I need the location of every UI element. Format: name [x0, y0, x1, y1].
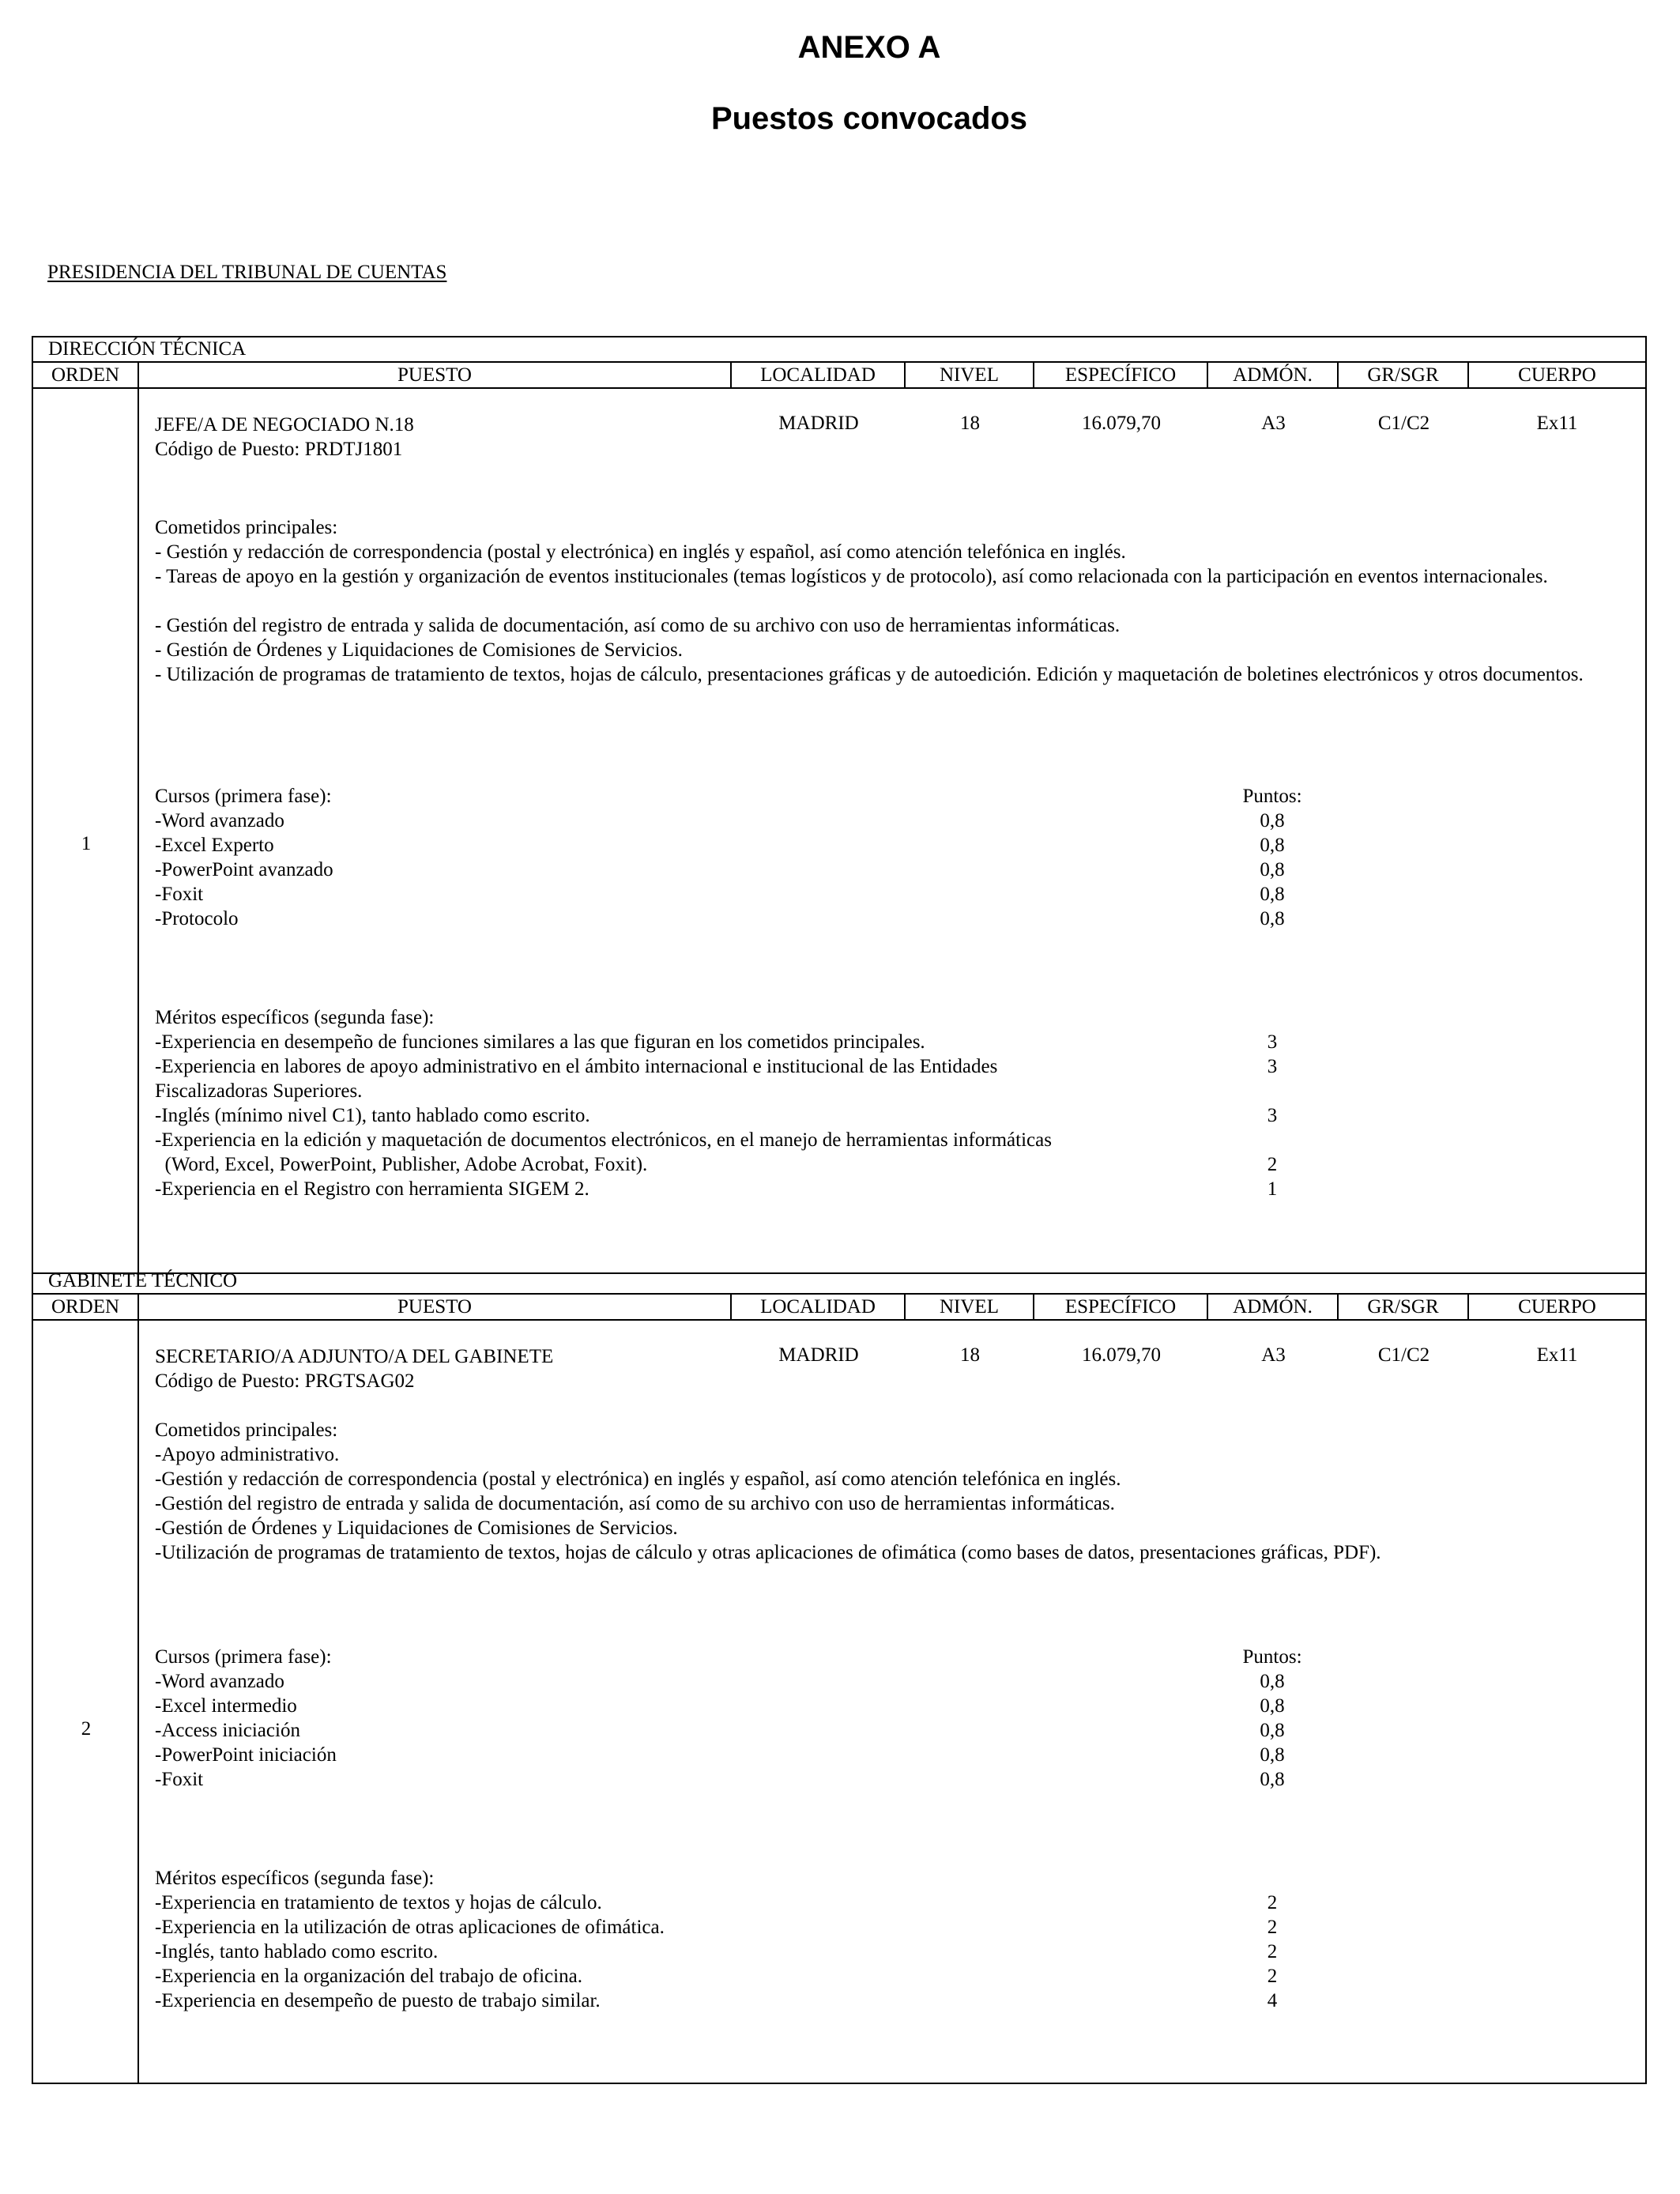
col-puesto: PUESTO [139, 363, 732, 387]
merito-points: 4 [1267, 1990, 1278, 2011]
merito-points: 2 [1267, 1941, 1278, 1962]
merito-item: -Experiencia en desempeño de funciones similares a las que figuran en los cometidos principales. [155, 1031, 925, 1053]
orden-cell [33, 1321, 139, 2083]
cometidos-title: Cometidos principales: [155, 1419, 338, 1441]
meritos-title: Méritos específicos (segunda fase): [155, 1868, 435, 1889]
cometido-item: -Utilización de programas de tratamiento de textos, hojas de cálculo y otras aplicaciones de ofimática (como bases de datos, presentaciones gráficas, PDF). [155, 1542, 1381, 1563]
nivel-value: 18 [960, 1344, 980, 1366]
curso-points: 0,8 [1260, 1671, 1285, 1692]
merito-item: -Experiencia en la organización del trabajo de oficina. [155, 1966, 582, 1987]
cometido-item: -Gestión y redacción de correspondencia (postal y electrónica) en inglés y español, así como atención telefónica en inglés. [155, 1468, 1121, 1490]
cometido-item: -Gestión del registro de entrada y salida de documentación, así como de su archivo con uso de herramientas informáticas. [155, 1493, 1115, 1514]
col-admon: ADMÓN. [1208, 363, 1339, 387]
curso-item: -Foxit [155, 1769, 204, 1790]
col-admon: ADMÓN. [1208, 1295, 1339, 1319]
merito-points: 3 [1267, 1056, 1278, 1077]
page-subtitle: Puestos convocados [710, 101, 1028, 136]
col-puesto: PUESTO [139, 1295, 732, 1319]
annex-title: ANEXO A [797, 30, 941, 65]
cursos-title: Cursos (primera fase): [155, 786, 332, 807]
orden-cell [33, 389, 139, 1272]
col-orden: ORDEN [33, 1295, 139, 1319]
table-row [33, 1321, 1645, 2083]
col-gr-sgr: GR/SGR [1339, 363, 1469, 387]
col-orden: ORDEN [33, 363, 139, 387]
cuerpo-value: Ex11 [1536, 413, 1578, 434]
cometido-item: -Apoyo administrativo. [155, 1444, 340, 1465]
col-nivel: NIVEL [906, 363, 1034, 387]
gr-sgr-value: C1/C2 [1377, 413, 1430, 434]
curso-item: -Word avanzado [155, 1671, 284, 1692]
section-title: GABINETE TÉCNICO [33, 1269, 1645, 1295]
puntos-label: Puntos: [1242, 786, 1302, 807]
merito-points: 1 [1267, 1178, 1278, 1200]
table-row [33, 389, 1645, 1272]
curso-points: 0,8 [1260, 884, 1285, 905]
curso-item: -Excel Experto [155, 835, 274, 856]
merito-points: 3 [1267, 1105, 1278, 1126]
merito-points: 2 [1267, 1892, 1278, 1913]
merito-points: 2 [1267, 1966, 1278, 1987]
curso-item: -PowerPoint avanzado [155, 859, 333, 880]
merito-item: -Experiencia en desempeño de puesto de trabajo similar. [155, 1990, 601, 2011]
col-especifico: ESPECÍFICO [1034, 1295, 1208, 1319]
merito-item: -Inglés, tanto hablado como escrito. [155, 1941, 439, 1962]
merito-item: -Experiencia en la edición y maquetación de documentos electrónicos, en el manejo de herramientas informáticas [155, 1129, 1052, 1151]
col-nivel: NIVEL [906, 1295, 1034, 1319]
cometido-item: -Gestión de Órdenes y Liquidaciones de Comisiones de Servicios. [155, 1517, 678, 1539]
col-cuerpo: CUERPO [1518, 1296, 1596, 1318]
col-localidad: LOCALIDAD [732, 1295, 906, 1319]
puesto-code: Código de Puesto: PRDTJ1801 [155, 439, 403, 460]
organization-heading: PRESIDENCIA DEL TRIBUNAL DE CUENTAS [47, 262, 447, 283]
curso-points: 0,8 [1260, 859, 1285, 880]
merito-item: -Experiencia en el Registro con herramienta SIGEM 2. [155, 1178, 590, 1200]
curso-item: -Word avanzado [155, 810, 284, 831]
cursos-title: Cursos (primera fase): [155, 1646, 332, 1668]
section-direccion-tecnica [32, 336, 1647, 1274]
curso-points: 0,8 [1260, 908, 1285, 929]
cometido-item: - Tareas de apoyo en la gestión y organización de eventos institucionales (temas logísticos y de protocolo), así como relacionada con la participación en eventos internacionales. [155, 566, 1548, 587]
curso-item: -Protocolo [155, 908, 239, 929]
section-gabinete-tecnico [32, 1269, 1647, 2084]
admon-value: A3 [1261, 1344, 1286, 1366]
col-cuerpo: CUERPO [1518, 364, 1596, 386]
orden-number: 1 [81, 833, 92, 854]
table-header [33, 1295, 1645, 1321]
merito-points: 3 [1267, 1031, 1278, 1053]
table-header [33, 363, 1645, 389]
puntos-label: Puntos: [1242, 1646, 1302, 1668]
localidad-value: MADRID [778, 1344, 859, 1366]
curso-item: -PowerPoint iniciación [155, 1744, 337, 1766]
puesto-name: JEFE/A DE NEGOCIADO N.18 [155, 414, 414, 435]
cometido-item: - Gestión del registro de entrada y salida de documentación, así como de su archivo con uso de herramientas informáticas. [155, 615, 1121, 636]
meritos-title: Méritos específicos (segunda fase): [155, 1007, 435, 1028]
curso-points: 0,8 [1260, 1744, 1285, 1766]
localidad-value: MADRID [778, 413, 859, 434]
col-gr-sgr: GR/SGR [1339, 1295, 1469, 1319]
gr-sgr-value: C1/C2 [1377, 1344, 1430, 1366]
merito-item: -Experiencia en la utilización de otras aplicaciones de ofimática. [155, 1917, 665, 1938]
curso-item: -Foxit [155, 884, 204, 905]
cometido-item: - Gestión de Órdenes y Liquidaciones de Comisiones de Servicios. [155, 639, 683, 661]
cometido-item: - Gestión y redacción de correspondencia (postal y electrónica) en inglés y español, así como atención telefónica en inglés. [155, 541, 1126, 563]
curso-points: 0,8 [1260, 1695, 1285, 1717]
merito-item: -Inglés (mínimo nivel C1), tanto hablado como escrito. [155, 1105, 590, 1126]
curso-points: 0,8 [1260, 835, 1285, 856]
curso-item: -Access iniciación [155, 1720, 300, 1741]
col-especifico: ESPECÍFICO [1034, 363, 1208, 387]
especifico-value: 16.079,70 [1082, 1344, 1161, 1366]
puesto-name: SECRETARIO/A ADJUNTO/A DEL GABINETE [155, 1346, 554, 1367]
nivel-value: 18 [960, 413, 980, 434]
curso-points: 0,8 [1260, 1769, 1285, 1790]
especifico-value: 16.079,70 [1082, 413, 1161, 434]
curso-item: -Excel intermedio [155, 1695, 297, 1717]
cometidos-title: Cometidos principales: [155, 517, 338, 538]
section-title: DIRECCIÓN TÉCNICA [33, 337, 1645, 363]
admon-value: A3 [1261, 413, 1286, 434]
merito-points: 2 [1267, 1154, 1278, 1175]
merito-item: Fiscalizadoras Superiores. [155, 1080, 363, 1102]
curso-points: 0,8 [1260, 810, 1285, 831]
merito-item: -Experiencia en labores de apoyo administrativo en el ámbito internacional e institucional de las Entidades [155, 1056, 998, 1077]
merito-item: -Experiencia en tratamiento de textos y hojas de cálculo. [155, 1892, 602, 1913]
merito-item: (Word, Excel, PowerPoint, Publisher, Adobe Acrobat, Foxit). [155, 1154, 648, 1175]
orden-number: 2 [81, 1718, 92, 1740]
puesto-code: Código de Puesto: PRGTSAG02 [155, 1370, 415, 1392]
col-localidad: LOCALIDAD [732, 363, 906, 387]
curso-points: 0,8 [1260, 1720, 1285, 1741]
cometido-item: - Utilización de programas de tratamiento de textos, hojas de cálculo, presentaciones gráficas y de autoedición. Edición y maquetación de boletines electrónicos y otros documentos. [155, 664, 1584, 685]
merito-points: 2 [1267, 1917, 1278, 1938]
cuerpo-value: Ex11 [1536, 1344, 1578, 1366]
